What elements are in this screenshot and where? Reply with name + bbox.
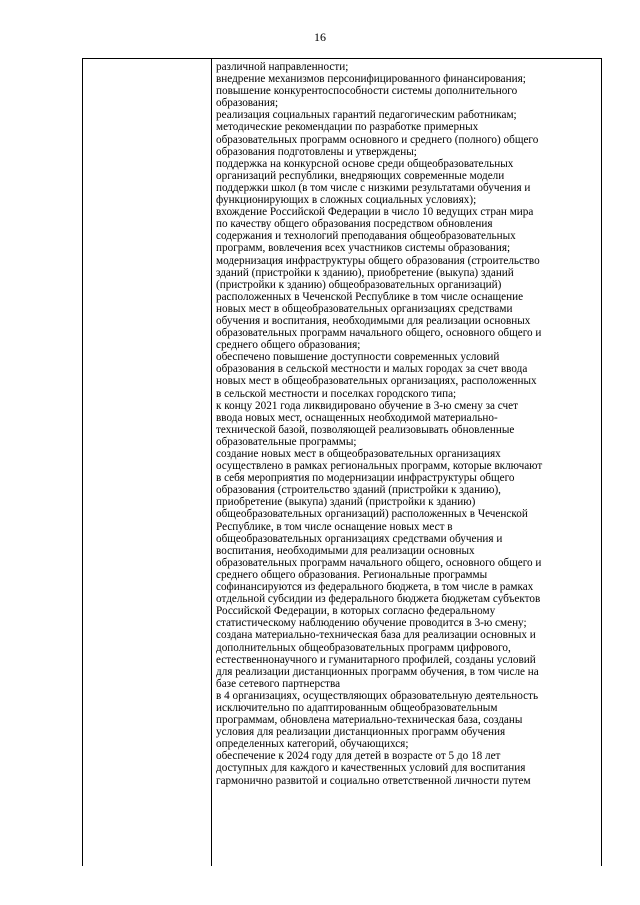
text-line: образования (строительство зданий (пристройки к зданию), [216,484,501,497]
text-line: новых мест в общеобразовательных организациях, расположенных [216,375,537,388]
text-line: базе сетевого партнерства [216,677,341,690]
page-number: 16 [314,30,326,44]
text-line: образовательных программ основного и среднего (полного) общего [216,133,539,146]
table-right-column-text [216,61,600,787]
table-left-column [83,59,212,866]
text-line: софинансируются из федерального бюджета, в том числе в рамках [216,581,534,594]
text-line: Российской Федерации, в которых согласно федеральному [216,605,496,618]
text-line: поддержки школ (в том числе с низкими результатами обучения и [216,181,531,194]
text-line: модернизация инфраструктуры общего образования (строительство [216,254,540,267]
text-line: образования в сельской местности и малых городах за счет ввода [216,363,528,376]
text-line: обучения и воспитания, необходимыми для реализации основных [216,314,531,327]
text-line: к концу 2021 года ликвидировано обучение в 3-ю смену за счет [216,399,519,412]
text-line: методические рекомендации по разработке примерных [216,121,479,134]
text-line: организаций республики, внедряющих современные модели [216,169,505,182]
text-line: обеспечено повышение доступности современных условий [216,351,500,364]
text-line: повышение конкурентоспособности системы дополнительного [216,85,518,98]
text-line: общеобразовательных организаций) расположенных в Чеченской [216,508,528,521]
text-line: среднего общего образования; [216,339,361,352]
text-line: исключительно по адаптированным общеобразовательным [216,701,498,714]
text-line: в сельской местности и поселках городского типа; [216,387,457,400]
text-line: зданий (пристройки к зданию), приобретение (выкупа) зданий [216,266,514,279]
text-line: осуществлено в рамках региональных программ, которые включают [216,460,543,473]
text-line: содержания и технологий преподавания общеобразовательных [216,230,516,243]
text-line: дополнительных общеобразовательных программ цифрового, [216,641,511,654]
text-line: создана материально-техническая база для реализации основных и [216,629,536,642]
text-line: обеспечение к 2024 году для детей в возрасте от 5 до 18 лет [216,750,501,763]
text-line: создание новых мест в общеобразовательных организациях [216,448,501,460]
text-line: поддержка на конкурсной основе среди общеобразовательных [216,157,514,170]
text-line: технической базой, позволяющей реализовывать обновленные [216,423,515,436]
text-line: доступных для каждого и качественных условий для воспитания [216,762,526,775]
text-line: ввода новых мест, оснащенных необходимой материально- [216,411,498,424]
text-line: новых мест в общеобразовательных организациях средствами [216,302,513,315]
text-line: внедрение механизмов персонифицированного финансирования; [216,73,526,86]
text-line: естественнонаучного и гуманитарного профилей, созданы условий [216,653,536,666]
text-line: отдельной субсидии из федерального бюджета бюджетам субъектов [216,593,541,606]
text-line: образования подготовлены и утверждены; [216,145,417,158]
text-line: образовательных программ начального общего, основного общего и [216,556,542,569]
document-table [82,58,602,866]
text-line: расположенных в Чеченской Республике в том числе оснащение [216,290,524,303]
text-line: общеобразовательных организациях средствами обучения и [216,532,503,545]
text-line: программам, обновлена материально-техническая база, созданы [216,714,523,727]
text-line: (пристройки к зданию) общеобразовательных организаций) [216,278,502,291]
text-line: образовательных программ начального общего, основного общего и [216,327,542,340]
text-line: в 4 организациях, осуществляющих образовательную деятельность [216,689,539,702]
text-line: реализация социальных гарантий педагогическим работникам; [216,109,517,122]
text-line: образования; [216,97,279,110]
text-line: статистическому наблюдению обучение проводится в 3-ю смену; [216,617,527,630]
text-line: в себя мероприятия по модернизации инфраструктуры общего [216,472,515,485]
text-line: Республике, в том числе оснащение новых мест в [216,520,453,533]
text-line: приобретение (выкупа) зданий (пристройки к зданию) [216,496,476,509]
text-line: среднего общего образования. Региональные программы [216,568,488,581]
text-line: программ, вовлечения всех участников системы образования; [216,242,511,255]
text-line: образовательные программы; [216,435,357,448]
text-line: гармонично развитой и социально ответственной личности путем [216,774,531,787]
text-line: по качеству общего образования посредством обновления [216,218,493,231]
text-line: вхождение Российской Федерации в число 10 ведущих стран мира [216,206,534,219]
text-line: для реализации дистанционных программ обучения, в том числе на [216,665,539,678]
text-line: различной направленности; [216,61,349,73]
text-line: воспитания, необходимыми для реализации основных [216,544,475,557]
text-line: определенных категорий, обучающихся; [216,738,409,751]
text-line: функционирующих в сложных социальных условиях); [216,194,477,207]
text-line: условия для реализации дистанционных программ обучения [216,726,506,739]
